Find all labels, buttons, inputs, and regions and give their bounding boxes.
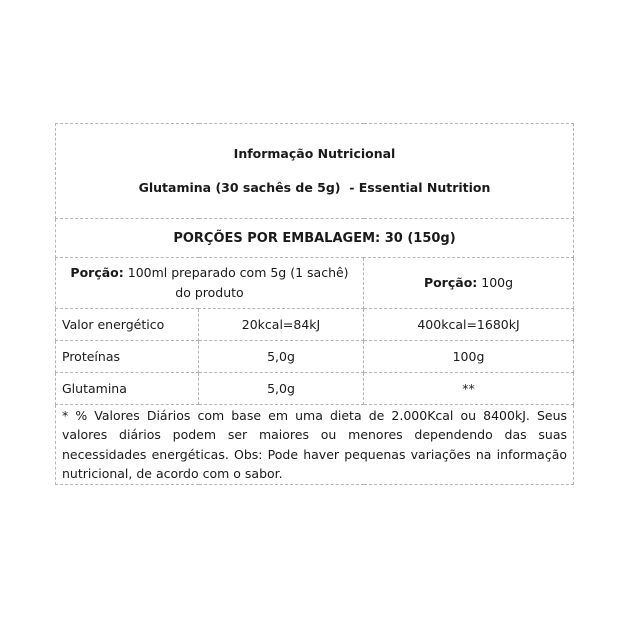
portion-label-right: Porção:	[423, 275, 478, 290]
portion-left-cell	[56, 258, 364, 309]
table-row	[56, 341, 574, 373]
portion-left-value: 100ml preparado com 5g (1 sachê) do produto	[127, 265, 349, 300]
servings-per-package: PORÇÕES POR EMBALAGEM: 30 (150g)	[56, 219, 574, 258]
portion-label-left: Porção:	[70, 265, 124, 280]
product-subtitle: Glutamina (30 sachês de 5g) - Essential Nutrition	[138, 180, 491, 195]
nutrient-per-100g: 100g	[364, 341, 574, 373]
nutrient-per-100g: 400kcal=1680kJ	[364, 309, 574, 341]
nutrient-per-portion: 20kcal=84kJ	[199, 309, 364, 341]
nutrient-name: Valor energético	[56, 309, 199, 341]
table-row	[56, 373, 574, 405]
nutrient-name: Glutamina	[56, 373, 199, 405]
footnote: * % Valores Diários com base em uma dieta de 2.000Kcal ou 8400kJ. Seus valores diários podem ser maiores ou menores dependendo das suas necessidades energéticas. Obs: Pode haver pequenas variações na informação nutricional, de acordo com o sabor.	[56, 405, 574, 485]
portion-right-value: 100g	[481, 275, 514, 290]
nutrition-table	[55, 123, 574, 485]
nutrient-per-100g: **	[364, 373, 574, 405]
table-row	[56, 309, 574, 341]
nutrient-name: Proteínas	[56, 341, 199, 373]
table-title: Informação Nutricional	[233, 146, 396, 161]
nutrient-per-portion: 5,0g	[199, 373, 364, 405]
portion-right-cell	[364, 258, 574, 309]
table-header	[56, 124, 574, 219]
nutrient-per-portion: 5,0g	[199, 341, 364, 373]
